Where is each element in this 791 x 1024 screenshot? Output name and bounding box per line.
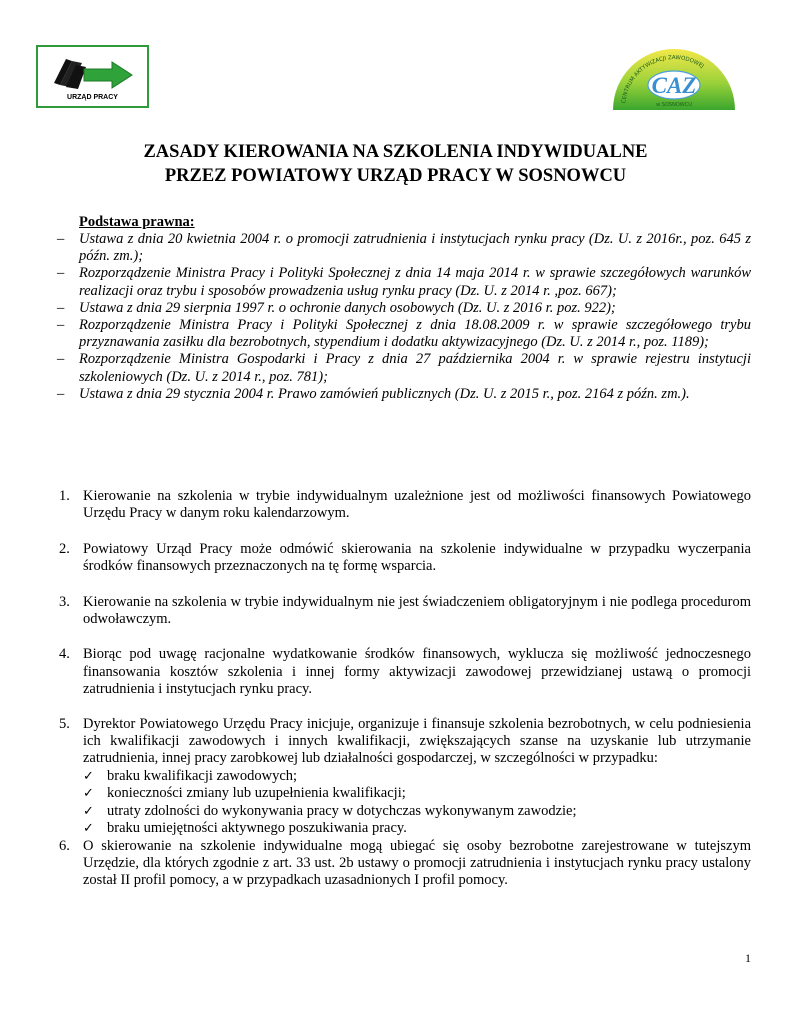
rule-number: 1.: [59, 488, 70, 504]
dash-bullet: –: [57, 317, 65, 334]
dash-bullet: –: [57, 351, 65, 368]
rule-number: 3.: [59, 593, 70, 610]
rule-number: 5.: [59, 715, 70, 732]
rule-item-2: [57, 541, 751, 576]
caz-subtext: w SOSNOWCU: [656, 102, 692, 108]
document-title: [0, 140, 791, 188]
dash-bullet: –: [57, 265, 65, 282]
rules-list: [57, 488, 751, 890]
rule-item-3: [57, 594, 751, 629]
page-number: 1: [745, 951, 751, 965]
legal-basis-item: – Ustawa z dnia 29 stycznia 2004 r. Prawo zamówień publicznych (Dz. U. z 2015 r., poz. 2164 z późn. zm.).: [57, 385, 690, 402]
caz-logo: [611, 48, 737, 112]
rule-5-cases: [83, 768, 751, 838]
rules-section: [57, 488, 751, 890]
caz-arc-text: CENTRUM AKTYWIZACJI ZAWODOWEJ: [621, 54, 705, 104]
dash-bullet: –: [57, 385, 65, 402]
rule-item-1: [57, 488, 751, 523]
logo-caption: URZĄD PRACY: [67, 94, 118, 101]
rule-number: 6.: [59, 837, 70, 854]
caz-semicircle-icon: [611, 48, 737, 112]
rule-item-4: [57, 646, 751, 698]
legal-basis-item: – Ustawa z dnia 29 sierpnia 1997 r. o ochronie danych osobowych (Dz. U. z 2016 r. poz. 922);: [57, 299, 616, 316]
rule-text: Powiatowy Urząd Pracy może odmówić skierowania na szkolenie indywidualne w przypadku wyczerpania środków finansowych przeznaczonych na tę formę wsparcia.: [83, 540, 751, 575]
rule-text: Dyrektor Powiatowego Urzędu Pracy inicjuje, organizuje i finansuje szkolenia bezrobotnych, w celu podniesienia ich kwalifikacji zawodowych i innych kwalifikacji, zwiększających szanse na uzyskanie lub utrzymanie zatrudnienia, innej pracy zarobkowej lub działalności gospodarczej, w szczególności w przypadku:: [83, 715, 751, 767]
arrow-logo-icon: [50, 53, 136, 93]
title-line-2: PRZEZ POWIATOWY URZĄD PRACY W SOSNOWCU: [164, 166, 627, 186]
dash-bullet: –: [57, 299, 65, 316]
checkmark-icon: ✓: [83, 768, 94, 784]
case-item: ✓ konieczności zmiany lub uzupełnienia kwalifikacji;: [83, 785, 406, 802]
checkmark-icon: ✓: [83, 821, 94, 837]
rule-text: Kierowanie na szkolenia w trybie indywidualnym uzależnione jest od możliwości finansowych Powiatowego Urzędu Pracy w danym roku kalendarzowym.: [83, 488, 751, 522]
checkmark-icon: ✓: [83, 803, 94, 819]
caz-letters: CAZ: [651, 73, 697, 98]
rule-item-5: [57, 716, 751, 838]
checkmark-icon: ✓: [83, 786, 94, 802]
rule-item-6: [57, 838, 751, 890]
title-line-1: ZASADY KIEROWANIA NA SZKOLENIA INDYWIDUALNE: [143, 142, 648, 162]
legal-basis-item: – Rozporządzenie Ministra Pracy i Polityki Społecznej z dnia 14 maja 2014 r. w sprawie szczegółowych warunków realizacji oraz trybu i sposobów prowadzenia usług rynku pracy (Dz. U. z 2014 r. ,poz. 667);: [57, 265, 751, 299]
dash-bullet: –: [57, 231, 65, 247]
legal-basis-list: [57, 231, 751, 403]
legal-basis-heading: Podstawa prawna:: [79, 214, 195, 230]
rule-text: Biorąc pod uwagę racjonalne wydatkowanie środków finansowych, wyklucza się możliwość jednoczesnego finansowania kosztów szkolenia i innej formy aktywizacji zawodowej przewidzianej ustawą o promocji zatrudnienia i instytucjach rynku pracy.: [83, 646, 751, 698]
case-item: ✓ braku kwalifikacji zawodowych;: [83, 767, 298, 784]
legal-basis-section: [57, 214, 751, 403]
legal-basis-item: – Ustawa z dnia 20 kwietnia 2004 r. o promocji zatrudnienia i instytucjach rynku pracy (Dz. U. z 2016r., poz. 645 z późn. zm.);: [57, 231, 751, 265]
legal-basis-item: – Rozporządzenie Ministra Gospodarki i Pracy z dnia 27 października 2004 r. w sprawie rejestru instytucji szkoleniowych (Dz. U. z 2014 r., poz. 781);: [57, 351, 751, 385]
rule-number: 4.: [59, 646, 70, 663]
rule-text: O skierowanie na szkolenie indywidualne mogą ubiegać się osoby bezrobotne zarejestrowane w tutejszym Urzędzie, dla których zgodnie z art. 33 ust. 2b ustawy o promocji zatrudnienia i instytucjach rynku pracy ustalony został II profil pomocy, a w przypadkach uzasadnionych I profil pomocy.: [83, 837, 751, 889]
urzad-pracy-logo: [36, 45, 149, 108]
case-item: ✓ utraty zdolności do wykonywania pracy w dotychczas wykonywanym zawodzie;: [83, 802, 577, 819]
case-item: ✓ braku umiejętności aktywnego poszukiwania pracy.: [83, 820, 407, 837]
legal-basis-item: – Rozporządzenie Ministra Pracy i Polityki Społecznej z dnia 18.08.2009 r. w sprawie szczegółowego trybu przyznawania zasiłku dla bezrobotnych, stypendium i dodatku aktywizacyjnego (Dz. U. z 2014 r., poz. 1189);: [57, 317, 751, 351]
rule-number: 2.: [59, 540, 70, 557]
rule-text: Kierowanie na szkolenia w trybie indywidualnym nie jest świadczeniem obligatoryjnym i nie podlega procedurom odwoławczym.: [83, 593, 751, 628]
